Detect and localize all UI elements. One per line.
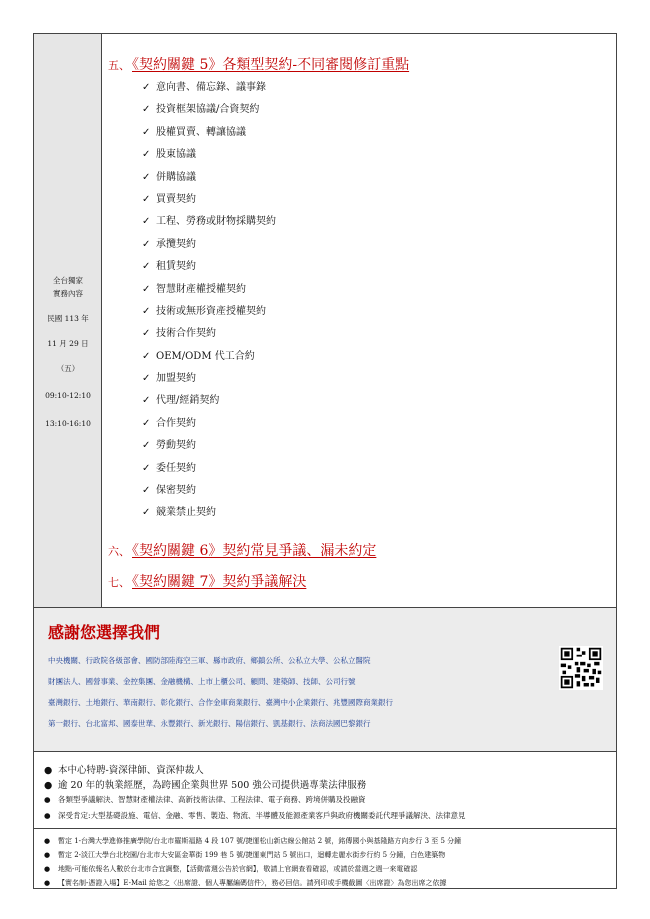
check-icon: ✓ xyxy=(142,126,151,138)
check-icon: ✓ xyxy=(142,171,151,183)
bullet-icon: ● xyxy=(44,780,53,791)
date-day: 11 月 29 日 xyxy=(47,339,89,348)
feature-item: ● 本中心特聘-資深律師、資深仲裁人 xyxy=(44,765,204,776)
section-number: 五、 xyxy=(108,59,130,72)
section-heading-6 xyxy=(108,540,376,560)
bullet-icon: ● xyxy=(44,811,51,820)
exclusive-label: 全台獨家 xyxy=(53,276,83,285)
contract-type-list xyxy=(142,81,276,529)
check-icon: ✓ xyxy=(142,283,151,295)
check-icon: ✓ xyxy=(142,417,151,429)
bullet-icon: ● xyxy=(44,879,51,887)
list-item: ✓ 技術合作契約 xyxy=(142,328,216,340)
weekday: （五） xyxy=(56,364,80,373)
bullet-icon: ● xyxy=(44,765,53,776)
check-icon: ✓ xyxy=(142,440,151,452)
check-icon: ✓ xyxy=(142,104,151,116)
date-year: 民國 113 年 xyxy=(47,314,89,323)
note-item: ● 暫定 2-淡江大學台北校園/台北市大安區金華街 199 巷 5 號/捷運東門站 5 號出口，迴轉走麗水街步行約 5 分鐘，白色建築物 xyxy=(44,851,446,859)
clients-panel xyxy=(34,607,616,752)
note-item: ● 暫定 1-台灣大學進修推廣學院/台北市羅斯福路 4 段 107 號/捷運松山新店線公館站 2 號，銘傳國小與基隆路方向步行 3 至 5 分鐘 xyxy=(44,837,462,845)
section-number: 七、 xyxy=(108,576,130,589)
feature-item: ● 深受肯定:大型基礎設施、電信、金融、零售、製造、物流、半導體及能源產業客戶與政府機關委託代理爭議解決、法律意見 xyxy=(44,811,466,820)
time-afternoon: 13:10-16:10 xyxy=(45,419,91,428)
client-line: 臺灣銀行、土地銀行、華南銀行、彰化銀行、合作金庫商業銀行、臺灣中小企業銀行、兆豐國際商業銀行 xyxy=(48,698,393,707)
list-item: ✓ 技術或無形資產授權契約 xyxy=(142,305,266,317)
client-list xyxy=(48,650,568,734)
thanks-title: 感謝您選擇我們 xyxy=(48,623,161,642)
check-icon: ✓ xyxy=(142,328,151,340)
list-item: ✓ 投資框架協議/合資契約 xyxy=(142,104,260,116)
check-icon: ✓ xyxy=(142,82,151,93)
note-item: ● 地點-可能依報名人數於台北市合宜調整，【活動當週公告於官網】，敬請上官網查看確認，或請於當週之週一來電確認 xyxy=(44,865,418,873)
list-item: ✓ 勞動契約 xyxy=(142,440,196,452)
client-line: 中央機關、行政院各級部會、國防部陸海空三軍、縣市政府、鄉鎮公所、公私立大學、公私立醫院 xyxy=(48,656,371,665)
list-item: ✓ 保密契約 xyxy=(142,485,196,497)
list-item: ✓ 承攬契約 xyxy=(142,238,196,250)
list-item: ✓ 合作契約 xyxy=(142,417,196,429)
bullet-icon: ● xyxy=(44,837,51,845)
section-number: 六、 xyxy=(108,545,130,558)
document-frame xyxy=(33,33,617,889)
list-item: ✓ 工程、勞務或財物採購契約 xyxy=(142,216,276,228)
schedule-column xyxy=(34,34,102,607)
section-title: 《契約關鍵 7》契約爭議解決 xyxy=(132,574,307,590)
client-line: 財團法人、國營事業、金控集團、金融機構、上市上櫃公司、顧問、建築師、技師、公司行號 xyxy=(48,677,356,686)
check-icon: ✓ xyxy=(142,193,151,205)
list-item: ✓ 併購協議 xyxy=(142,171,196,183)
bullet-icon: ● xyxy=(44,851,51,859)
list-item: ✓ 競業禁止契約 xyxy=(142,507,216,519)
note-item: ● 【實名制-憑證入場】E-Mail 給您之〈出席證、個人專屬編碼信件〉，務必回信。請列印或手機截圖〈出席證〉為您出席之依據 xyxy=(44,879,447,887)
feature-item: ● 逾 20 年的執業經歷，為跨國企業與世界 500 強公司提供過專業法律服務 xyxy=(44,780,367,791)
check-icon: ✓ xyxy=(142,485,151,497)
time-morning: 09:10-12:10 xyxy=(45,391,91,400)
section-heading-5 xyxy=(108,54,409,74)
list-item: ✓ 租賃契約 xyxy=(142,261,196,273)
check-icon: ✓ xyxy=(142,261,151,273)
list-item: ✓ 買賣契約 xyxy=(142,193,196,205)
course-content xyxy=(102,34,617,607)
list-item: ✓ 股東協議 xyxy=(142,149,196,161)
list-item: ✓ 加盟契約 xyxy=(142,373,196,385)
check-icon: ✓ xyxy=(142,350,151,362)
check-icon: ✓ xyxy=(142,462,151,474)
check-icon: ✓ xyxy=(142,216,151,228)
section-heading-7 xyxy=(108,571,306,591)
check-icon: ✓ xyxy=(142,507,151,519)
feature-item: ● 各類型爭議解決、智慧財產權法律、高新技術法律、工程法律、電子商務、跨境併購及投融資 xyxy=(44,795,366,804)
bullet-icon: ● xyxy=(44,865,51,873)
client-line: 第一銀行、台北富邦、國泰世華、永豐銀行、新光銀行、陽信銀行、凱基銀行、法商法國巴黎銀行 xyxy=(48,719,371,728)
list-item: ✓ 委任契約 xyxy=(142,462,196,474)
list-item: ✓ OEM/ODM 代工合約 xyxy=(142,350,255,362)
qr-code-icon[interactable] xyxy=(559,646,603,690)
check-icon: ✓ xyxy=(142,149,151,161)
check-icon: ✓ xyxy=(142,373,151,385)
check-icon: ✓ xyxy=(142,305,151,317)
practical-label: 實務內容 xyxy=(53,289,83,298)
list-item: ✓ 智慧財產權授權契約 xyxy=(142,283,246,295)
check-icon: ✓ xyxy=(142,395,151,407)
check-icon: ✓ xyxy=(142,238,151,250)
bullet-icon: ● xyxy=(44,795,51,804)
list-item: ✓ 代理/經銷契約 xyxy=(142,395,220,407)
list-item: ✓ 意向書、備忘錄、議事錄 xyxy=(142,82,266,93)
section-title: 《契約關鍵 6》契約常見爭議、漏未約定 xyxy=(132,543,377,559)
list-item: ✓ 股權買賣、轉讓協議 xyxy=(142,126,246,138)
section-title: 《契約關鍵 5》各類型契約-不同審閱修訂重點 xyxy=(132,57,410,73)
divider xyxy=(34,828,616,829)
